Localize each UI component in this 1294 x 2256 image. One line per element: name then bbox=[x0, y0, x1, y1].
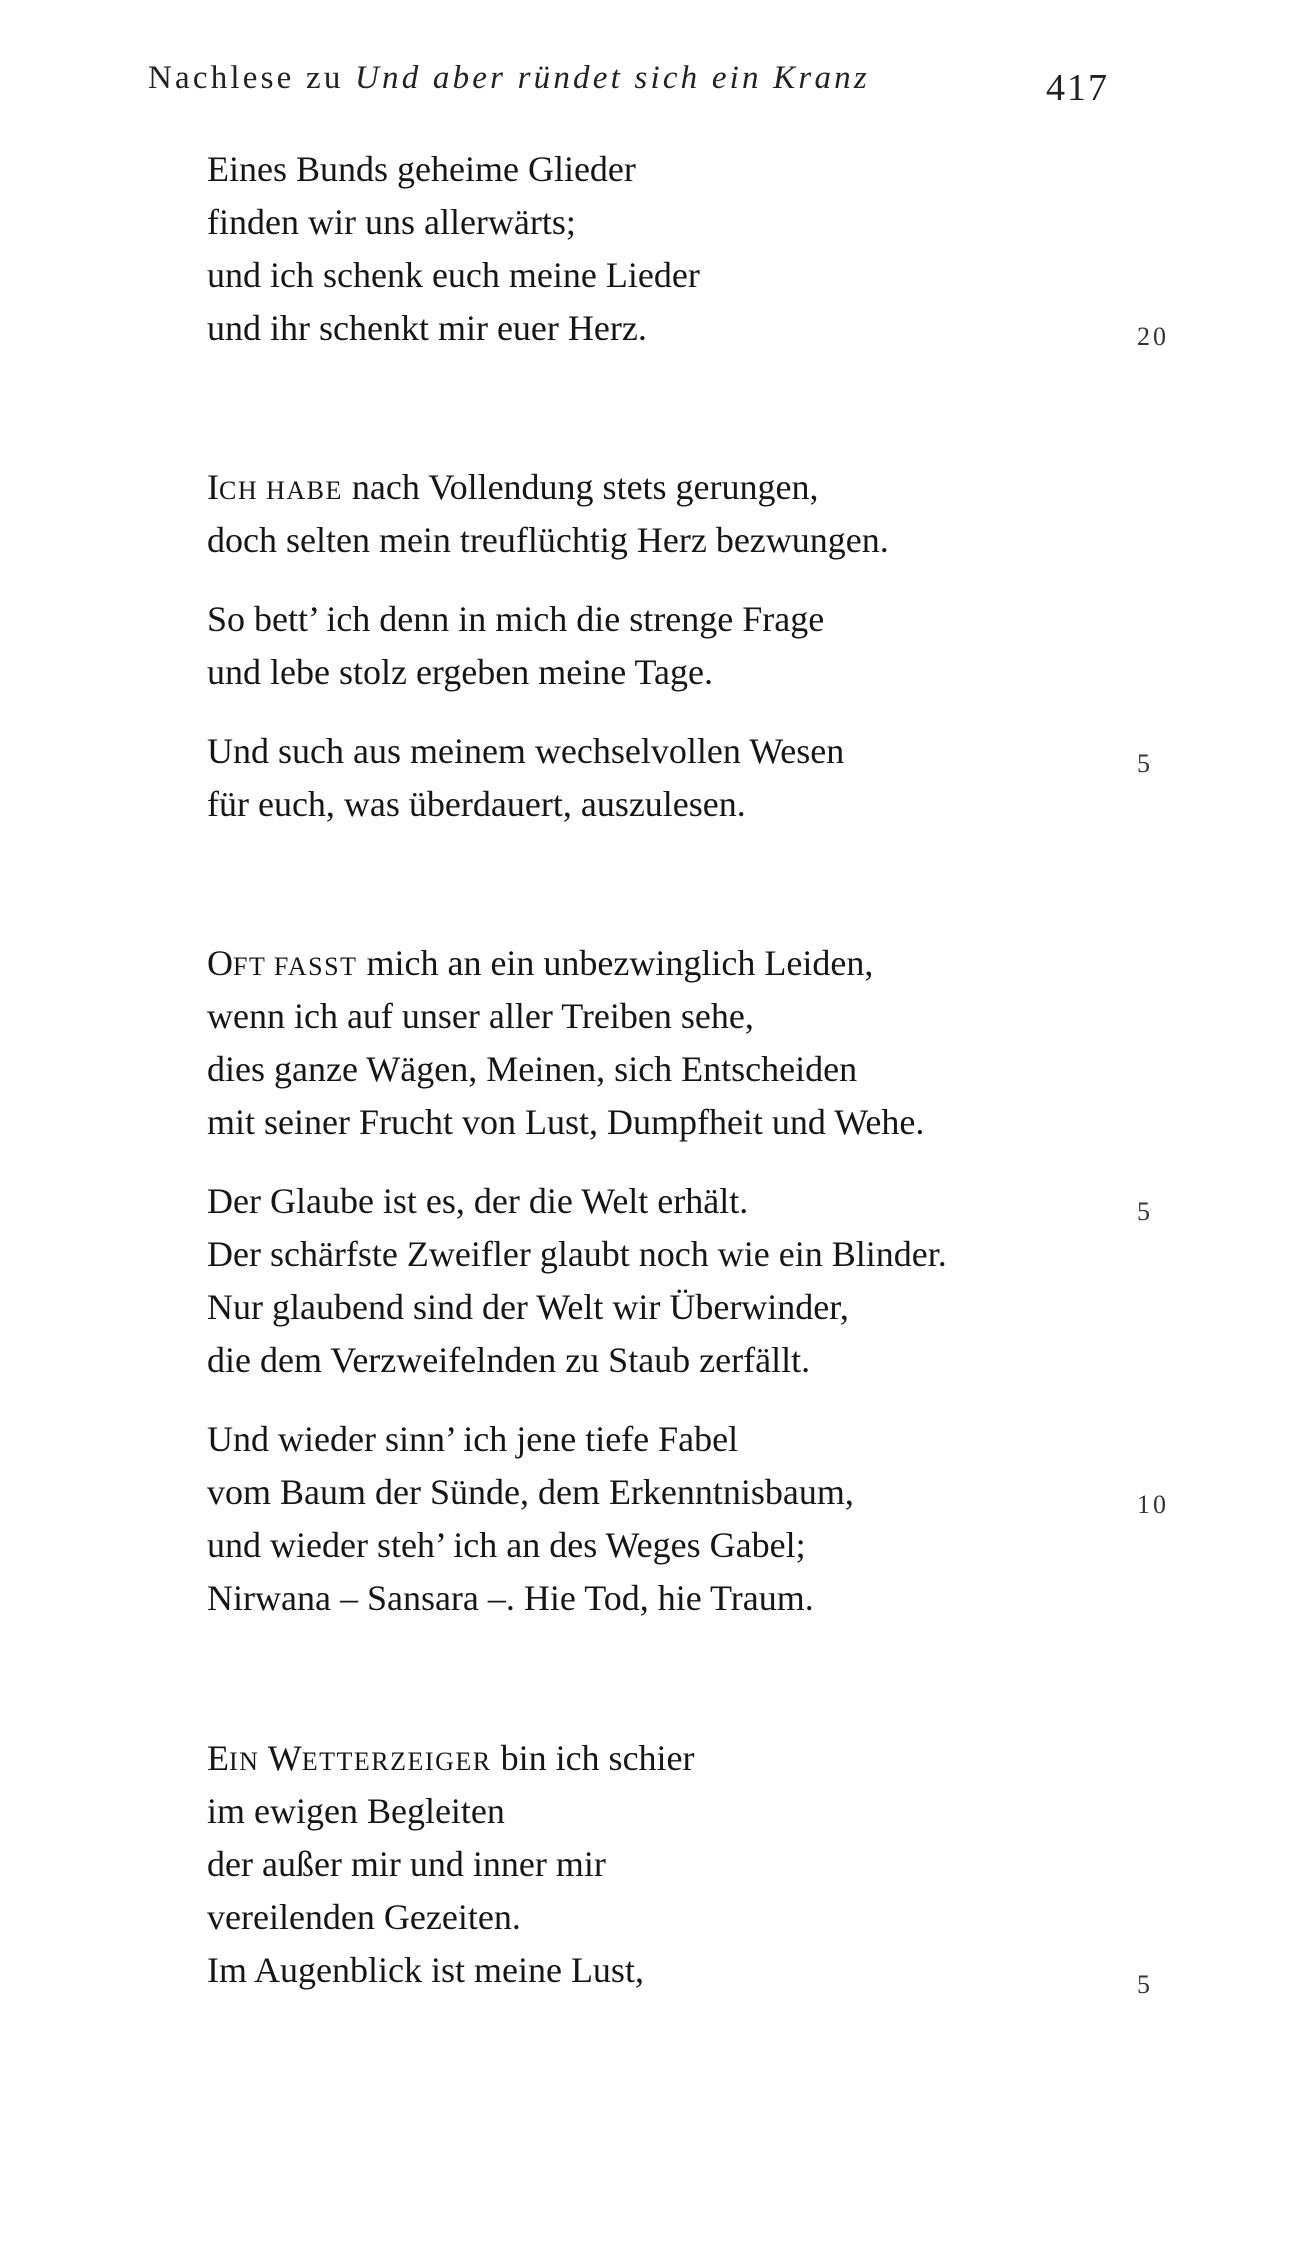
running-head bbox=[148, 60, 870, 97]
poem-line: vereilenden Gezeiten. bbox=[207, 1897, 521, 1937]
poem-first-line bbox=[207, 1735, 695, 1785]
line-number: 10 bbox=[1137, 1490, 1169, 1519]
poem-line-rest: nach Vollendung stets gerungen, bbox=[342, 467, 819, 507]
poem-line: im ewigen Begleiten bbox=[207, 1791, 505, 1831]
line-number: 5 bbox=[1137, 1197, 1153, 1226]
poem-line: mit seiner Frucht von Lust, Dumpfheit und Wehe. bbox=[207, 1102, 925, 1142]
poem-line: So bett’ ich denn in mich die strenge Frage bbox=[207, 599, 825, 639]
poem-line-rest: mich an ein unbezwinglich Leiden, bbox=[357, 943, 874, 983]
poem-line: und ihr schenkt mir euer Herz. bbox=[207, 308, 647, 348]
poem-line: und wieder steh’ ich an des Weges Gabel; bbox=[207, 1525, 806, 1565]
poem-line: für euch, was überdauert, auszulesen. bbox=[207, 784, 746, 824]
poem-line: der außer mir und inner mir bbox=[207, 1844, 606, 1884]
incipit-initial: I bbox=[207, 467, 219, 507]
line-number: 20 bbox=[1137, 322, 1169, 351]
poem-line: und lebe stolz ergeben meine Tage. bbox=[207, 652, 713, 692]
poem-line: wenn ich auf unser aller Treiben sehe, bbox=[207, 996, 754, 1036]
line-number: 5 bbox=[1137, 1970, 1153, 1999]
incipit-smallcaps: ETTERZEIGER bbox=[301, 1747, 492, 1776]
line-number: 5 bbox=[1137, 749, 1153, 778]
poem-line: und ich schenk euch meine Lieder bbox=[207, 255, 700, 295]
poem-line: Nirwana – Sansara –. Hie Tod, hie Traum. bbox=[207, 1578, 814, 1618]
incipit-initial: W bbox=[267, 1738, 302, 1778]
poem-line-rest: bin ich schier bbox=[491, 1738, 695, 1778]
poem-line: Der schärfste Zweifler glaubt noch wie ein Blinder. bbox=[207, 1234, 947, 1274]
incipit-smallcaps: IN bbox=[229, 1747, 260, 1776]
incipit-smallcaps: FT FASST bbox=[233, 952, 358, 981]
poem-line: Und such aus meinem wechselvollen Wesen bbox=[207, 731, 845, 771]
incipit-initial: E bbox=[207, 1738, 229, 1778]
poem-line: Der Glaube ist es, der die Welt erhält. bbox=[207, 1181, 749, 1221]
poem-line: Im Augenblick ist meine Lust, bbox=[207, 1950, 644, 1990]
page-number: 417 bbox=[1046, 67, 1109, 109]
poem-first-line bbox=[207, 940, 873, 990]
poem-line: dies ganze Wägen, Meinen, sich Entscheiden bbox=[207, 1049, 858, 1089]
poem-first-line bbox=[207, 464, 819, 514]
poem-line: Eines Bunds geheime Glieder bbox=[207, 149, 636, 189]
poem-line: Nur glaubend sind der Welt wir Überwinder, bbox=[207, 1287, 849, 1327]
running-head-prefix: Nachlese zu bbox=[148, 60, 344, 96]
poem-line: die dem Verzweifelnden zu Staub zerfällt. bbox=[207, 1340, 811, 1380]
incipit-initial: O bbox=[207, 943, 233, 983]
poem-line: Und wieder sinn’ ich jene tiefe Fabel bbox=[207, 1419, 739, 1459]
poem-line: doch selten mein treuflüchtig Herz bezwungen. bbox=[207, 520, 889, 560]
incipit-smallcaps: CH HABE bbox=[219, 476, 343, 505]
poem-line: finden wir uns allerwärts; bbox=[207, 202, 576, 242]
poem-line: vom Baum der Sünde, dem Erkenntnisbaum, bbox=[207, 1472, 854, 1512]
running-head-title: Und aber ründet sich ein Kranz bbox=[354, 60, 870, 96]
